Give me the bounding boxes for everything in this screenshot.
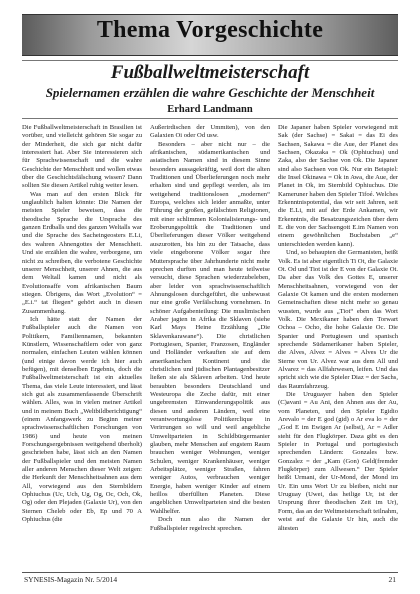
paragraph: Und, so behaupten die Germanisten, heißt Volk. Es ist aber eigentlich Ti Ot, die Galaxie Ot. Od und Tiot ist der E von der Galaxie Ot. Da aber das Volk des Gottes E, unserer Menschheitsahnen, vorwiegend von der Galaxie Ot kamen und die ersten modernen Gemeinschaften diese nicht mehr so genau wussten, wurde aus „Tiot“ eben das Wort Volk. Die Mexikaner haben den Torwart Ochoa – Ocho, die hohe Galaxie Oc. Die Spanier und Portugiesen und spanisch sprechende Südamerikaner haben Spieler, die Alves, Alvez = Alves = Alves Ur die Sterne von Ur. Alvez war aus dem All und Alvarez = das Allfahrwesen, leifen. Und das spricht sich wie die Spieler Diaz = der Sachs, das Raumfahrzeug. — [278, 249, 398, 390]
paragraph: Ich hätte statt der Namen der Fußballspieler auch die Namen von Politikern, Familiennamen, bekannten Künstlern, Wissenschaftlern oder von ganz normalen, einfachen Leuten wählen können (und einige davon werde ich hier auch befügen), mit denselben Ergebnis, doch die Fußballweltmeisterschaft ist ein aktuelles Thema, das viele Leute interessiert, und lässt sich gut als zusammenfassende Überschrift wählen. Alles, was in vielen meiner Artikel und in meinem Buch „Weltbildberichtigung“ (einem Anfangswerk zu Beginn meiner sprachwissenschaftlichen Forschungen von 1986) und heute von meinen Forschungsergebnissen weitgehend überholt) geschrieben habe, lässt sich an den Namen der Fußballspieler und den meisten Namen aller anderen Menschen dieser Welt zeigen: die Herkunft der Menschheitsahnen aus dem All, vorwiegend aus den Sternbildern Ophiuchus (Uc, Uch, Ug, Og, Oc, Och, Ok, Og) oder den Plejaden (Galaxie Ur), von den Sternen Cheleb oder Eb, Ep und 70 A Ophiuchus (die — [22, 315, 142, 524]
footer-divider — [22, 572, 398, 573]
paragraph: Die Fußballweltmeisterschaft in Brasilien ist vorüber, und vielleicht gehören Sie sogar zu der Minderheit, die sich gar nicht dafür interessiert hat. Aber Sie interessieren sich für Sprachwissenschaft und die wahre Geschichte der Menschheit und wollen etwas über die Geschichtsfälschung wissen? Dann sollten Sie diesen Artikel ruhig weiter lesen. — [22, 124, 142, 190]
text-column-1 — [22, 124, 142, 569]
article-body — [22, 124, 398, 569]
paragraph: Die Uruguayer haben den Spieler (C)avani = Au Ani, den Ahnen aus der Au, vom Planeten, und den Spieler Egidio Arevalo = der E god (gid) o Ar eva lo = der „God E im Ewigen Ar (selbst), Ar = Adler steht für den Flugkörper. Daza gibt es den Spieler in Portugal und portugiesisch sprechenden Ländern: Gonzales bzw. Gonzalez = der „Kam (Gon) Geld(fremder Flugkörper) zum Allwesen.“ Der Spieler heißt Urmani, der Ur-Mond, der Mond im Ur. Ein ums Wort Ur zu bleiben, nicht nur Uruguay (Uwei, das heilige Ur, ist der Ursprung ihrer theodischen Zeit im Ur), Form, das an der Weltmeisterschaft teilnahm, weist auf die Galaxie Ur hin, auch die ältesten — [278, 391, 398, 532]
article-title: Fußballweltmeisterschaft — [110, 62, 310, 83]
paragraph: Was man auf den ersten Blick für unglaublich halten könnte: Die Namen der meisten Spieler beweisen, dass die theodische Sprache die Ursprache des ganzen Erdballs und des ganzen Weltalls war und die Sprache des Sacheingeosters E.Li, des wahren Ahnengottes der Menschheit. Und sie erzählen die wahre, verborgene, um nicht zu schreiben, die verbotene Geschichte unserer Menschheit, unserer Ahnen, die aus dem Weltall kamen und nicht als Evolutionsaffe vom afrikanischen Baum stiegen. Übrigens, das Wort „Evolution“ = „E.i.“ tat fliegen“ gehört auch in diesen Zusammenhang. — [22, 190, 142, 315]
article-subtitle: Spielernamen erzählen die wahre Geschichte der Menschheit — [45, 85, 375, 100]
text-column-3 — [278, 124, 398, 569]
paragraph: Außerirdischen der Ummiten), von den Galaxien Oi oder Od usw. — [150, 124, 270, 140]
paragraph: Die Japaner haben Spieler vorwiegend mit Sak (der Sachse) = Sakai = das Ei des Sachsen, Sakawa = die Aue, der Planet des Sachsen, Okazaka = Ok (Ophiuchus) und Zaka, also der Sachse von Ok. Die Japaner sind also Sachsen von Ok. Nur ein Beispiel: die Insel Okinawa = Ok in Awa, die Aue, der Planet in Ok, im Sternbild Ophiuchus. Die Kameruner haben den Spieler Tifoé. Welches Erkenntnispotential, das wir seit Jahren, seit die E.Li, mit auf der Erde Ankamen, wir Erkenntnis, die Besatzungszeichen über dem E. die von der Sachsengott E.im Namen von einem gewöhnlichen Buchstaben „e“ unterschieden werden kann). — [278, 124, 398, 248]
page-number: 21 — [388, 575, 396, 584]
text-column-2 — [150, 124, 270, 569]
paragraph: Besonders – aber nicht nur – die afrikanischen, südamerikanischen und asiatischen Namen sind in diesem Sinne besonders aussagekräftig, weil dort die alten Traditionen und Überlieferungen noch mehr erhalten sind und gepflegt werden, als im weitgehend traditionslosen „modernen“ Europa, welches sich leider anmaßte, unter Führung der großen, gefälschten Religionen, mit einer schlimmen Kolonialisierungs- und Eroberungspolitik die Traditionen und Überlieferungen dieser Völker weitgehend auszurotten, bis hin zu der Tatsache, dass viele eingeborene Völker sogar ihre Muttersprache über Jahrhunderte nicht mehr sprechen durften und man heute teilweise versucht, diese Sprachen wiederzubeleben, aber leider von sprachwissenschaftlich Ahnungslosen durchgeführt, die unbewusst nur eine große Verfälschung vornehmen. In schöner Aufgabenteilung: Die muslimischen Araber jagten in Afrika die Sklaven (siehe Karl Mays Heine Erzählung „Die Sklavenkarawane“). Die christlichen Portugiesen, Spanier, Franzosen, Engländer und Holländer verkauften sie auf dem amerikanischen Kontinent und die christlichen und jüdischen Plantagenbesitzer ließen sie als Sklaven arbeiten. Und heute beraubten besonders Deutschland und Westeuropa die Zeche dafür, mit einer ungebremsten Einwanderungspolitik aus diesen und anderen Ländern, weil eine verantwortungslose Politikerclique in Verirrungen so will und weil angebliche Umweltparteien in Schildbürgermanier glauben, mehr Menschen auf engstem Raum brauchen weniger Wohnungen, weniger Schulen, weniger Krankenhäuser, weniger Arbeitsplätze, weniger Straßen, fahren weniger Autos, verbrauchen weniger Energie, haben weniger Kinder auf einem heillos überfüllten Planeten. Diese angeblichen Umweltparteien sind die besten Wahlhelfer. — [150, 140, 270, 515]
magazine-issue: SYNESIS-Magazin Nr. 5/2014 — [24, 575, 118, 584]
article-author: Erhard Landmann — [167, 104, 253, 115]
divider — [22, 60, 398, 61]
paragraph: Doch nun also die Namen der Fußballspieler regelrecht sprechen. — [150, 516, 270, 532]
divider — [22, 118, 398, 119]
section-header-title: Thema Vorgeschichte — [96, 17, 324, 43]
